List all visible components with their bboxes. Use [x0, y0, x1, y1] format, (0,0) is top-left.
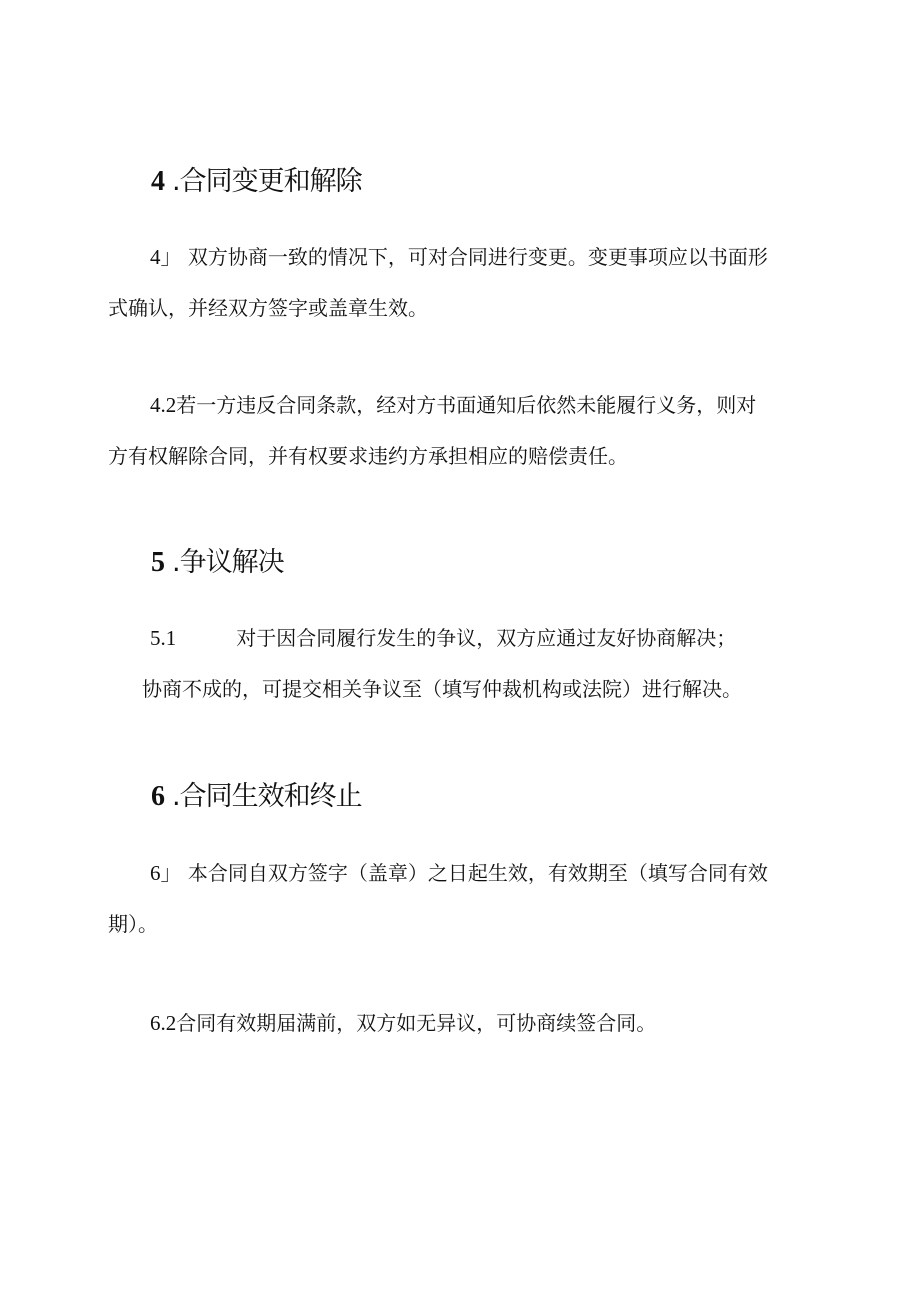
clause-6-2: [108, 998, 820, 1049]
section-4-title: .合同变更和解除: [172, 166, 362, 197]
clause-6-1-text-line2: 期）。: [108, 912, 158, 936]
section-5-heading: [151, 543, 284, 583]
section-5-title: .争议解决: [172, 547, 284, 578]
section-6-number: 6: [151, 781, 164, 812]
section-6-title: .合同生效和终止: [172, 781, 362, 812]
clause-4-2-number: 4.2: [150, 393, 177, 417]
clause-4-2-text-line1: 若一方违反合同条款，经对方书面通知后依然未能履行义务，则对: [176, 393, 757, 417]
clause-4-1: [108, 232, 820, 334]
clause-4-1-number: 4」: [150, 245, 182, 269]
section-5-number: 5: [151, 547, 164, 578]
clause-4-2-text-line2: 方有权解除合同，并有权要求违约方承担相应的赔偿责任。: [108, 444, 628, 468]
section-4-number: 4: [151, 166, 164, 197]
clause-6-1: [108, 848, 820, 950]
clause-4-1-text-line1: 双方协商一致的情况下，可对合同进行变更。变更事项应以书面形: [187, 245, 768, 269]
section-6-heading: [151, 777, 362, 817]
clause-6-2-text-line1: 合同有效期届满前，双方如无异议，可协商续签合同。: [176, 1011, 657, 1035]
clause-6-2-number: 6.2: [150, 1011, 177, 1035]
clause-4-2: [108, 380, 820, 482]
clause-5-1: [108, 613, 820, 715]
clause-6-1-text-line1: 本合同自双方签字（盖章）之日起生效，有效期至（填写合同有效: [187, 861, 768, 885]
clause-5-1-number: 5.1: [150, 626, 177, 650]
clause-5-1-text-line2: 协商不成的，可提交相关争议至（填写仲裁机构或法院）进行解决。: [142, 677, 742, 701]
section-4-heading: [151, 162, 362, 202]
clause-4-1-text-line2: 式确认，并经双方签字或盖章生效。: [108, 296, 428, 320]
clause-6-1-number: 6」: [150, 861, 182, 885]
clause-5-1-text-line1: 对于因合同履行发生的争议，双方应通过友好协商解决；: [236, 626, 737, 650]
